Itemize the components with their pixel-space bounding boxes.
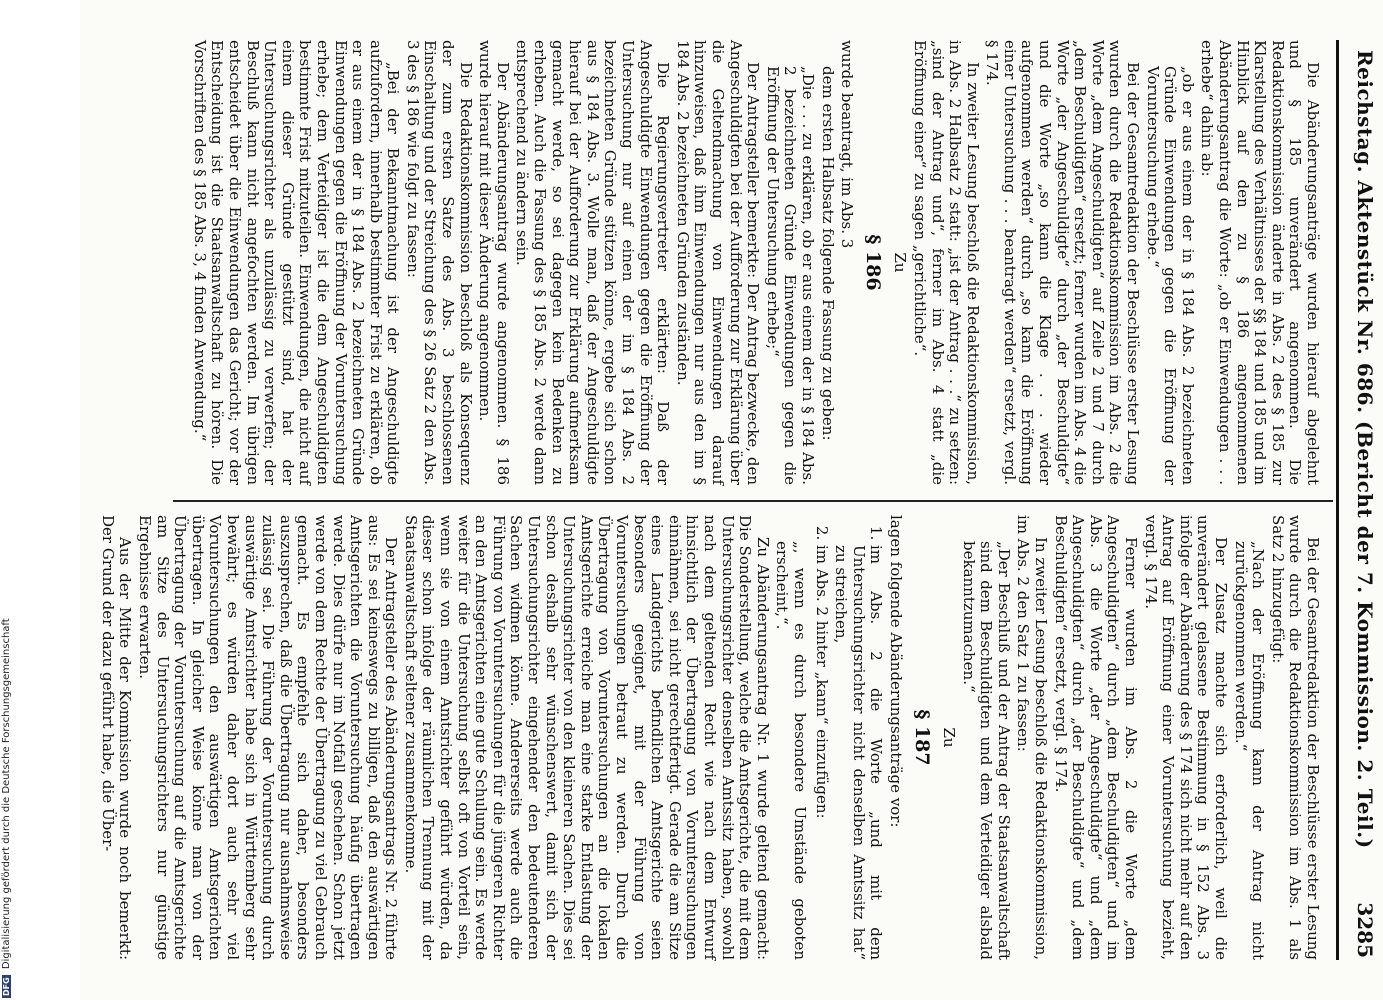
list-item: 1. im Abs. 2 die Worte „und mit dem Untersuchungsrichter nicht denselben Amtssitz hat“ zu streichen, (832, 545, 885, 960)
paragraph: Die Regierungsvertreter erklärten: Daß der Angeschuldigte Einwendungen gegen die Eröffnung der Untersuchung nur auf einen der im § 184 Abs. 2 bezeichneten Gründe stützen könne, ergebe sich schon aus § 184 Abs. 3. Wolle man, daß der Angeschuldigte hierauf bei der Aufforderung zur Erklärung aufmerksam gemacht werde, so sei dagegen kein Bedenken zu erheben. Auch die Fassung des § 185 Abs. 2 werde dann entsprechend zu ändern sein. (513, 40, 673, 485)
paragraph: Der Zusatz machte sich erforderlich, weil die unverändert gelassene Bestimmung in § 152 Abs. 3 infolge der Abänderung des § 174 sich nicht mehr auf den Antrag auf Eröffnung einer Voruntersuchung bezieht, vergl. § 174. (1141, 515, 1231, 960)
quote: „ob er aus einem der in § 184 Abs. 2 bezeichneten Gründe Einwendungen gegen die Eröffnung der Voruntersuchung erhebe.“ (1143, 66, 1197, 485)
running-title: Reichstag. Aktenstück Nr. 686. (Bericht der 7. Kommission. 2. Teil.) (1353, 50, 1377, 849)
dfg-logo: DFG (2, 977, 11, 996)
section-heading-186: § 186 (861, 234, 884, 291)
paragraph: Der Abänderungsantrag wurde angenommen. § 186 wurde hierauf mit dieser Änderung angenommen. (476, 40, 512, 485)
column-divider (173, 500, 1333, 502)
section-heading-187: § 187 (910, 709, 933, 766)
zu-label: Zu (891, 252, 910, 273)
zu-label: Zu (940, 727, 959, 748)
right-column (91, 515, 1321, 960)
paragraph: In zweiter Lesung beschloß die Redaktionskommission, im Abs. 2 den Satz 1 zu fassen: (1014, 515, 1051, 960)
paragraph: dem ersten Halbsatz folgende Fassung zu geben: (818, 66, 837, 441)
header-rule (1336, 40, 1339, 960)
quote: „Bei der Bekanntmachung ist der Angeschuldigte aufzufordern, innerhalb bestimmter Frist zu erklären, ob er aus einem der in § 184 Abs. 2 bezeichneten Gründe Einwendungen gegen die Eröffnung der Voruntersuchung erhebe; dem Verteidiger ist die dem Angeschuldigten bestimmte Frist mitzuteilen. Einwendungen, die nicht auf einem dieser Gründe gestützt sind, hat der Untersuchungsrichter als unzulässig zu verwerfen; der Beschluß kann nicht angefochten werden. Im übrigen entscheidet über die Einwendungen das Gericht; vor der Entscheidung ist die Staatsanwaltschaft zu hören. Die Vorschriften des § 185 Abs. 3, 4 finden Anwendung.“ (190, 40, 403, 485)
paragraph: Der Antragsteller bemerkte: Der Antrag bezwecke, den Angeschuldigten bei der Aufforderung zur Erklärung über die Geltendmachung von Einwendungen darauf hinzuweisen, daß ihm Einwendungen nur aus den im § 184 Abs. 2 bezeichneten Gründen zuständen. (673, 40, 763, 485)
paragraph: wurde beantragt, im Abs. 3 (838, 40, 857, 249)
paragraph: Die Redaktionskommission beschloß als Konsequenz der zum ersten Satze des Abs. 3 beschlossenen Einschaltung und der Streichung des § 26 Satz 2 den Abs. 3 des § 186 wie folgt zu fassen: (403, 40, 475, 485)
paragraph: In zweiter Lesung beschloß die Redaktionskommission, in Abs. 2 Halbsatz 2 statt: „ist der Antrag . . .“ zu setzen: „sind der Antrag und“, ferner im Abs. 4 statt „die Eröffnung einer“ zu sagen „gerichtliche“. (910, 40, 982, 485)
left-column (91, 40, 1321, 485)
paragraph: Aus der Mitte der Kommission wurde noch bemerkt: Der Grund der dazu geführt habe, die Über- (98, 515, 135, 960)
credit-text: Digitalisierung gefördert durch die Deutsche Forschungsgemeinschaft (1, 618, 12, 970)
paragraph: Ferner wurden im Abs. 2 die Worte „dem Angeschuldigten“ durch „dem Beschuldigten“ und im Abs. 3 die Worte „der Angeschuldigte“ und „dem Angeschuldigten“ durch „der Beschuldigte“ und „dem Beschuldigten“ ersetzt, vergl. § 174. (1051, 515, 1141, 960)
digitization-credit (1, 0, 15, 998)
list-item: 2. im Abs. 2 hinter „kann“ einzufügen: (812, 545, 830, 960)
paragraph: Bei der Gesamtredaktion der Beschlüsse erster Lesung wurden durch die Redaktionskommission im Abs. 2 die Worte „dem Angeschuldigten“ auf Zeile 2 und 7 durch „dem Beschuldigten“ ersetzt; ferner wurden im Abs. 4 die Worte „der Angeschuldigte“ durch „der Beschuldigte“ und die Worte „so kann die Klage . . . wieder aufgenommen werden“ durch „so kann die Eröffnung einer Untersuchung . . . beantragt werden“ ersetzt, vergl. § 174. (983, 40, 1143, 485)
paragraph: Die Abänderungsanträge wurden hierauf abgelehnt und § 185 unverändert angenommen. Die Redaktionskommission änderte in Abs. 2 des § 185 zur Klarstellung des Verhältnisses der §§ 184 und 185 und im Hinblick auf den zu § 186 angenommenen Abänderungsantrag die Worte: „ob er Einwendungen . . . erhebe“ dahin ab: (1198, 40, 1322, 485)
paragraph: Bei der Gesamtredaktion der Beschlüsse erster Lesung wurde durch die Redaktionskommission im Abs. 1 als Satz 2 hinzugefügt: (1268, 515, 1322, 960)
quote: „Die . . . zu erklären, ob er aus einem der in § 184 Abs. 2 bezeichneten Gründe Einwendungen gegen die Eröffnung der Untersuchung erhebe;“ (763, 66, 817, 485)
rotated-document-page (80, 0, 1383, 1000)
amendment-list (812, 515, 884, 960)
quote: „Nach der Eröffnung kann der Antrag nicht zurückgenommen werden.“ (1231, 541, 1268, 960)
quote: „Der Beschluß und der Antrag der Staatsanwaltschaft sind dem Beschuldigten und dem Verteidiger alsbald bekanntzumachen.“ (959, 541, 1013, 960)
quote: „, wenn es durch besondere Umstände geboten erscheint,“. (773, 541, 809, 960)
page-number: 3285 (1353, 902, 1377, 958)
paragraph: lagen folgende Abänderungsanträge vor: (886, 515, 905, 828)
paragraph: Der Antragsteller des Abänderungsantrags Nr. 2 führte aus: Es sei keineswegs zu billigen, daß den auswärtigen Amtsgerichten die Voruntersuchung häufig übertragen werde. Dies dürfe nur im Notfall geschehen. Schon jetzt werde von dem Rechte der Übertragung zu viel Gebrauch gemacht. Es empfehle sich daher, besonders auszusprechen, daß die Übertragung nur ausnahmsweise zulässig sei. Die Führung der Voruntersuchung durch auswärtige Amtsrichter habe sich in Württemberg sehr bewährt; es würden daher dort auch sehr viel Voruntersuchungen den auswärtigen Amtsgerichten übertragen. In gleicher Weise könne man von der Übertragung der Voruntersuchung auf die Amtsgerichte am Sitze des Untersuchungsrichters nur günstige Ergebnisse erwarten. (136, 515, 401, 960)
paragraph: Zu Abänderungsantrag Nr. 1 wurde geltend gemacht: Die Sonderstellung, welche die Amtsgerichte, die mit dem Untersuchungsrichter denselben Amtssitz haben, sowohl nach dem geltenden Recht wie nach dem Entwurf hinsichtlich der Übertragung von Voruntersuchungen einnähmen, sei nicht gerechtfertigt. Gerade die am Sitze eines Landgerichts befindlichen Amtsgerichte seien besonders geeignet, mit der Führung von Voruntersuchungen betraut zu werden. Durch die Übertragung von Voruntersuchungen an die lokalen Amtsgerichte erreiche man eine starke Entlastung der Untersuchungsrichter von den kleineren Sachen. Dies sei schon deshalb sehr wünschenswert, damit sich der Untersuchungsrichter eingehender den bedeutenderen Sachen widmen könne. Andererseits werde auch die Führung von Voruntersuchungen für die jüngeren Richter an den Amtsgerichten eine gute Schulung sein. Es werde weiter für die Untersuchung selbst oft von Vorteil sein, wenn sie von einem Amtsrichter geführt würden, da dieser schon infolge der räumlichen Trennung mit der Staatsanwaltschaft seltener zusammenkomme. (401, 515, 772, 960)
